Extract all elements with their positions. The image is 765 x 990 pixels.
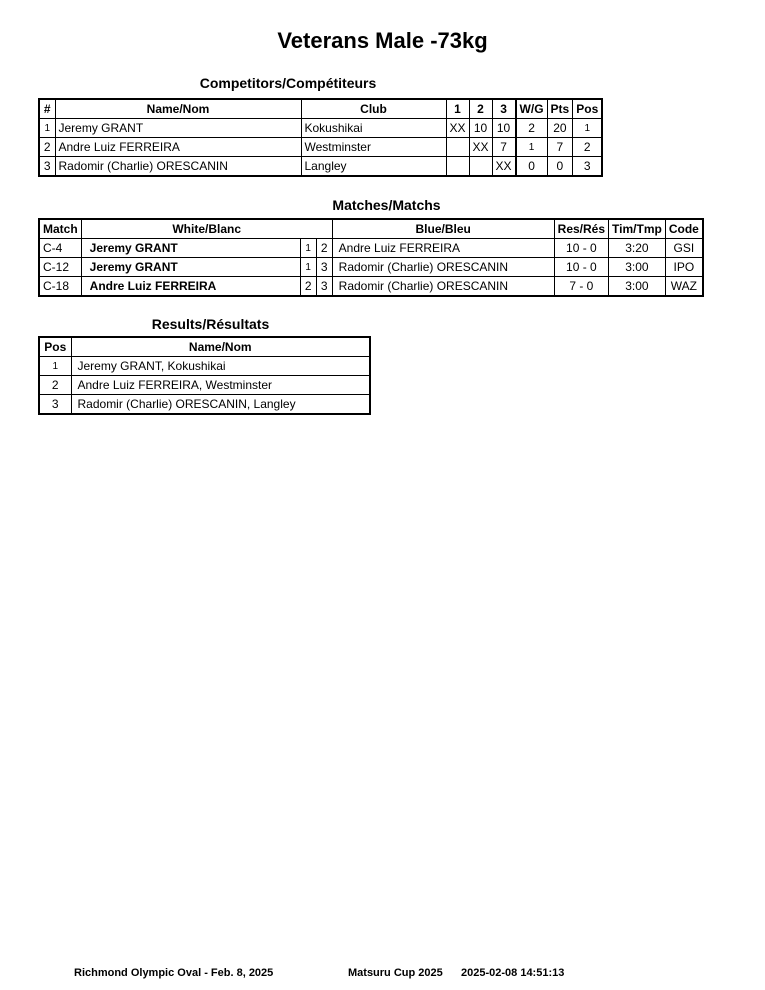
blue-num: 3 [316,258,332,277]
table-row [39,357,370,376]
col-header-3: 3 [492,99,516,119]
table-row [39,258,703,277]
col-header-white: White/Blanc [81,219,332,239]
wins: 2 [516,119,548,138]
points: 20 [547,119,573,138]
page-title: Veterans Male -73kg [277,28,488,53]
table-row [39,138,602,157]
table-row [39,157,602,177]
position: 1 [573,119,603,138]
competitor-name: Jeremy GRANT [55,119,301,138]
white-num: 2 [300,277,316,297]
score-2: 10 [469,119,492,138]
white-name: Jeremy GRANT [81,239,300,258]
match-result: 10 - 0 [554,239,608,258]
score-3: XX [492,157,516,177]
blue-num: 3 [316,277,332,297]
table-row [39,395,370,415]
result-pos: 1 [39,357,71,376]
white-num: 1 [300,239,316,258]
blue-num: 2 [316,239,332,258]
table-row [39,277,703,297]
col-header-pos: Pos [39,337,71,357]
col-header-blue: Blue/Bleu [332,219,554,239]
match-time: 3:00 [609,258,666,277]
match-time: 3:20 [609,239,666,258]
col-header-club: Club [301,99,446,119]
table-row [39,239,703,258]
result-name: Andre Luiz FERREIRA, Westminster [71,376,370,395]
score-3: 10 [492,119,516,138]
matches-heading: Matches/Matchs [332,197,441,213]
points: 7 [547,138,573,157]
points: 0 [547,157,573,177]
competitor-num: 1 [39,119,55,138]
competitor-club: Kokushikai [301,119,446,138]
competitors-table [38,98,603,177]
col-header-code: Code [665,219,703,239]
score-2: XX [469,138,492,157]
results-heading: Results/Résultats [151,316,270,332]
position: 2 [573,138,603,157]
col-header-time: Tim/Tmp [609,219,666,239]
col-header-name: Name/Nom [55,99,301,119]
blue-name: Radomir (Charlie) ORESCANIN [332,277,554,297]
result-name: Radomir (Charlie) ORESCANIN, Langley [71,395,370,415]
col-header-1: 1 [446,99,469,119]
competitor-name: Andre Luiz FERREIRA [55,138,301,157]
match-code: WAZ [665,277,703,297]
col-header-2: 2 [469,99,492,119]
match-id: C-12 [39,258,81,277]
score-1: XX [446,119,469,138]
score-2 [469,157,492,177]
score-3: 7 [492,138,516,157]
col-header-pos: Pos [573,99,603,119]
footer-event: Matsuru Cup 2025 [348,967,443,979]
score-1 [446,157,469,177]
wins: 0 [516,157,548,177]
competitor-club: Westminster [301,138,446,157]
competitor-num: 2 [39,138,55,157]
blue-name: Andre Luiz FERREIRA [332,239,554,258]
competitor-num: 3 [39,157,55,177]
blue-name: Radomir (Charlie) ORESCANIN [332,258,554,277]
competitor-club: Langley [301,157,446,177]
match-result: 10 - 0 [554,258,608,277]
col-header-name: Name/Nom [71,337,370,357]
results-table [38,336,371,415]
wins: 1 [516,138,548,157]
competitor-name: Radomir (Charlie) ORESCANIN [55,157,301,177]
col-header-res: Res/Rés [554,219,608,239]
col-header-match: Match [39,219,81,239]
footer-timestamp: 2025-02-08 14:51:13 [461,967,565,979]
table-row [39,119,602,138]
white-name: Jeremy GRANT [81,258,300,277]
match-code: GSI [665,239,703,258]
white-num: 1 [300,258,316,277]
table-row [39,376,370,395]
col-header-wg: W/G [516,99,548,119]
position: 3 [573,157,603,177]
match-code: IPO [665,258,703,277]
white-name: Andre Luiz FERREIRA [81,277,300,297]
matches-table [38,218,704,297]
match-result: 7 - 0 [554,277,608,297]
result-pos: 3 [39,395,71,415]
score-1 [446,138,469,157]
result-name: Jeremy GRANT, Kokushikai [71,357,370,376]
col-header-pts: Pts [547,99,573,119]
match-id: C-4 [39,239,81,258]
competitors-heading: Competitors/Compétiteurs [199,75,377,91]
footer-venue: Richmond Olympic Oval - Feb. 8, 2025 [74,967,274,979]
result-pos: 2 [39,376,71,395]
match-id: C-18 [39,277,81,297]
col-header-num: # [39,99,55,119]
match-time: 3:00 [609,277,666,297]
